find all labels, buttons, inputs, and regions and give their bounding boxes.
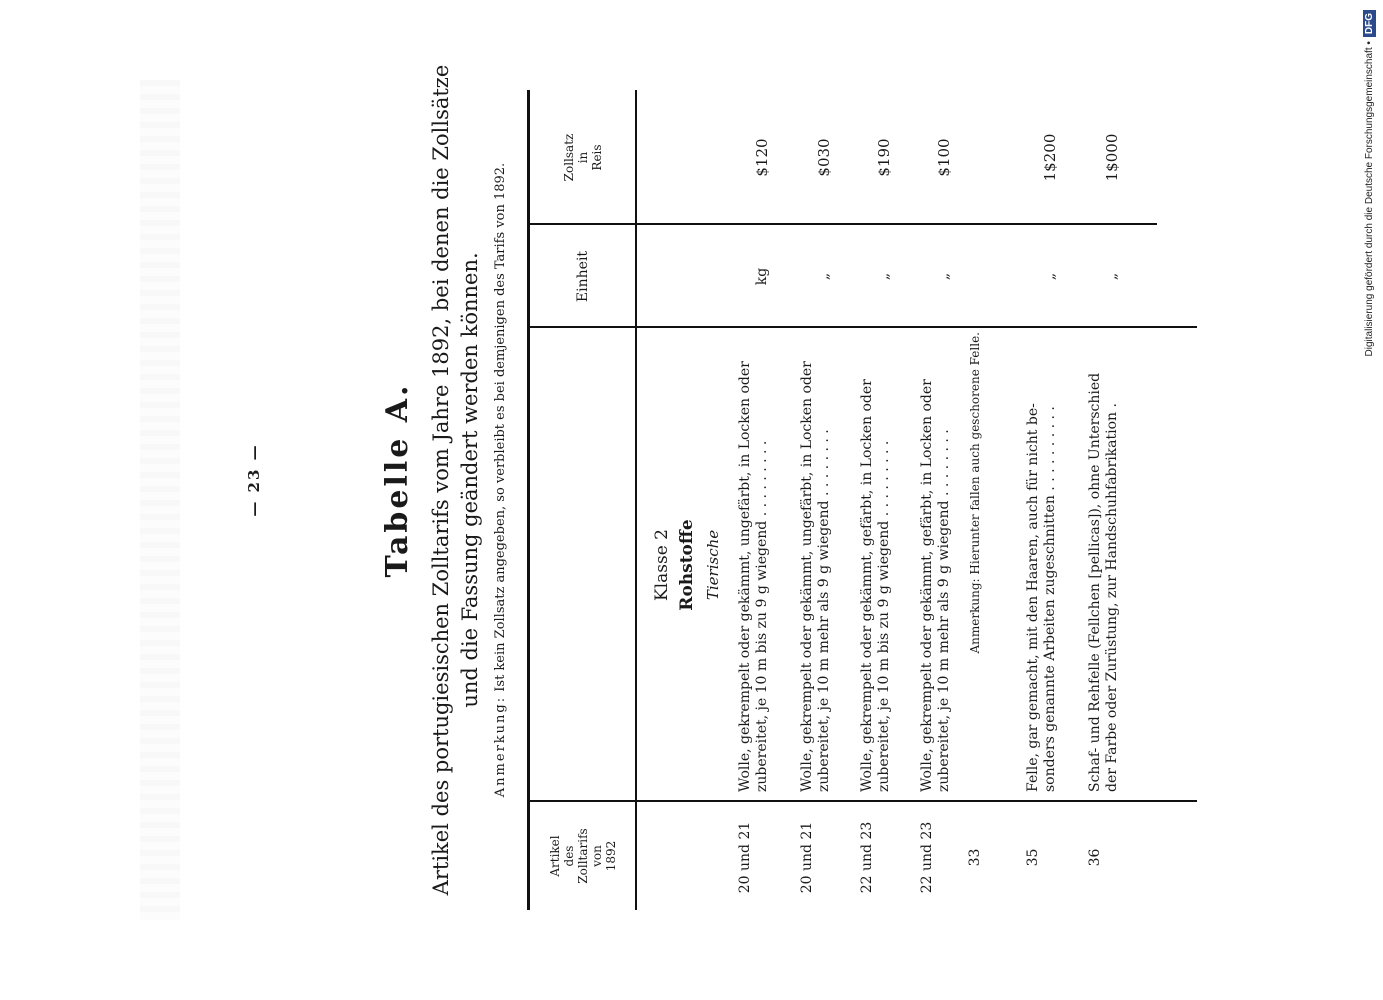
row-description <box>1025 332 1059 792</box>
description-line: sonders genannte Arbeiten zugeschnitten . . . . . . . . . . <box>1042 406 1058 792</box>
margin-bleed-through <box>140 80 180 920</box>
header-zollsatz-line: Zollsatz <box>562 133 576 182</box>
header-einheit: Einheit <box>575 250 591 303</box>
header-artikel-line: Zolltarifs <box>576 828 590 884</box>
row-einheit: „ <box>816 272 832 281</box>
subtitle-line: und die Fassung geändert werden können. <box>458 252 482 708</box>
header-zollsatz-line: in <box>576 151 590 164</box>
row-description <box>919 332 953 792</box>
description-line: Wolle, gekrempelt oder gekämmt, gefärbt, in Locken oder <box>859 379 875 792</box>
row-zollsatz: $100 <box>935 138 953 177</box>
header-artikel-line: des <box>562 845 576 867</box>
tariff-table <box>527 90 1197 910</box>
description-line: Wolle, gekrempelt oder gekämmt, ungefärbt, in Locken oder <box>737 361 753 792</box>
section-tierische: Tierische <box>704 529 722 601</box>
description-line: Wolle, gekrempelt oder gekämmt, gefärbt, in Locken oder <box>919 379 935 792</box>
description-line: Felle, gar gemacht, mit den Haaren, auch für nicht be- <box>1025 403 1041 792</box>
row-artikel: 36 <box>1087 848 1103 867</box>
row-einheit: „ <box>1042 272 1058 281</box>
description-line: zubereitet, je 10 m bis zu 9 g wiegend . . . . . . . . . <box>754 440 770 792</box>
description-line: Wolle, gekrempelt oder gekämmt, ungefärbt, in Locken oder <box>799 361 815 792</box>
row-artikel: 22 und 23 <box>919 821 935 894</box>
row-artikel: 35 <box>1025 848 1041 867</box>
row-description <box>737 332 771 792</box>
row-artikel: 33 <box>967 848 983 867</box>
row-zollsatz: $030 <box>815 138 833 177</box>
row-einheit: „ <box>1104 272 1120 281</box>
row-zollsatz: $190 <box>875 138 893 177</box>
description-line: zubereitet, je 10 m mehr als 9 g wiegend . . . . . . . . <box>816 429 832 792</box>
table-top-rule <box>527 90 530 910</box>
header-artikel-line: 1892 <box>604 840 618 872</box>
row-einheit: „ <box>876 272 892 281</box>
header-zollsatz-line: Reis <box>590 144 604 171</box>
note-text: Ist kein Zollsatz angegeben, so verbleibt es bei demjenigen des Tarifs von 1892. <box>493 162 508 692</box>
row-artikel: 20 und 21 <box>799 821 815 894</box>
page-title: Tabelle A. <box>380 382 415 578</box>
row-zollsatz: $120 <box>753 138 771 177</box>
subtitle-line: Artikel des portugiesischen Zolltarifs vom Jahre 1892, bei denen die Zollsätze <box>429 64 453 896</box>
description-line: der Farbe oder Zurüstung, zur Handschuhfabrikation . <box>1104 403 1120 792</box>
row-zollsatz: 1$200 <box>1041 133 1059 182</box>
section-rohstoffe: Rohstoffe <box>677 519 697 611</box>
row-artikel: 20 und 21 <box>737 821 753 894</box>
description-line: Schaf- und Rehfelle (Fellchen [pellicas]), ohne Unterschied <box>1087 372 1103 792</box>
row-einheit: „ <box>936 272 952 281</box>
description-line: zubereitet, je 10 m mehr als 9 g wiegend . . . . . . . . <box>936 429 952 792</box>
header-zollsatz <box>535 90 631 225</box>
rotated-page <box>245 30 1121 930</box>
row-description <box>859 332 893 792</box>
page-subtitle <box>427 30 485 930</box>
dfg-credit <box>1356 10 1382 410</box>
section-klasse: Klasse 2 <box>652 529 672 602</box>
row-einheit: kg <box>754 267 770 286</box>
description-line: zubereitet, je 10 m bis zu 9 g wiegend . . . . . . . . . <box>876 440 892 792</box>
note-lead: Anmerkung: <box>493 695 508 798</box>
row-description <box>1087 332 1121 792</box>
table-header-rule <box>635 90 637 910</box>
header-artikel <box>535 802 631 910</box>
row-annotation: Anmerkung: Hierunter fallen auch geschorene Felle. <box>968 332 982 654</box>
credit-text: Digitalisierung gefördert durch die Deutsche Forschungsgemeinschaft • <box>1363 41 1375 357</box>
header-artikel-line: von <box>590 845 604 867</box>
dfg-credit-inner <box>1356 10 1382 410</box>
header-note <box>493 30 508 930</box>
page-number: — 23 — <box>245 443 263 517</box>
header-artikel-line: Artikel <box>548 835 562 877</box>
row-zollsatz: 1$000 <box>1103 133 1121 182</box>
row-artikel: 22 und 23 <box>859 821 875 894</box>
row-description <box>799 332 833 792</box>
dfg-logo: DFG <box>1363 10 1376 37</box>
